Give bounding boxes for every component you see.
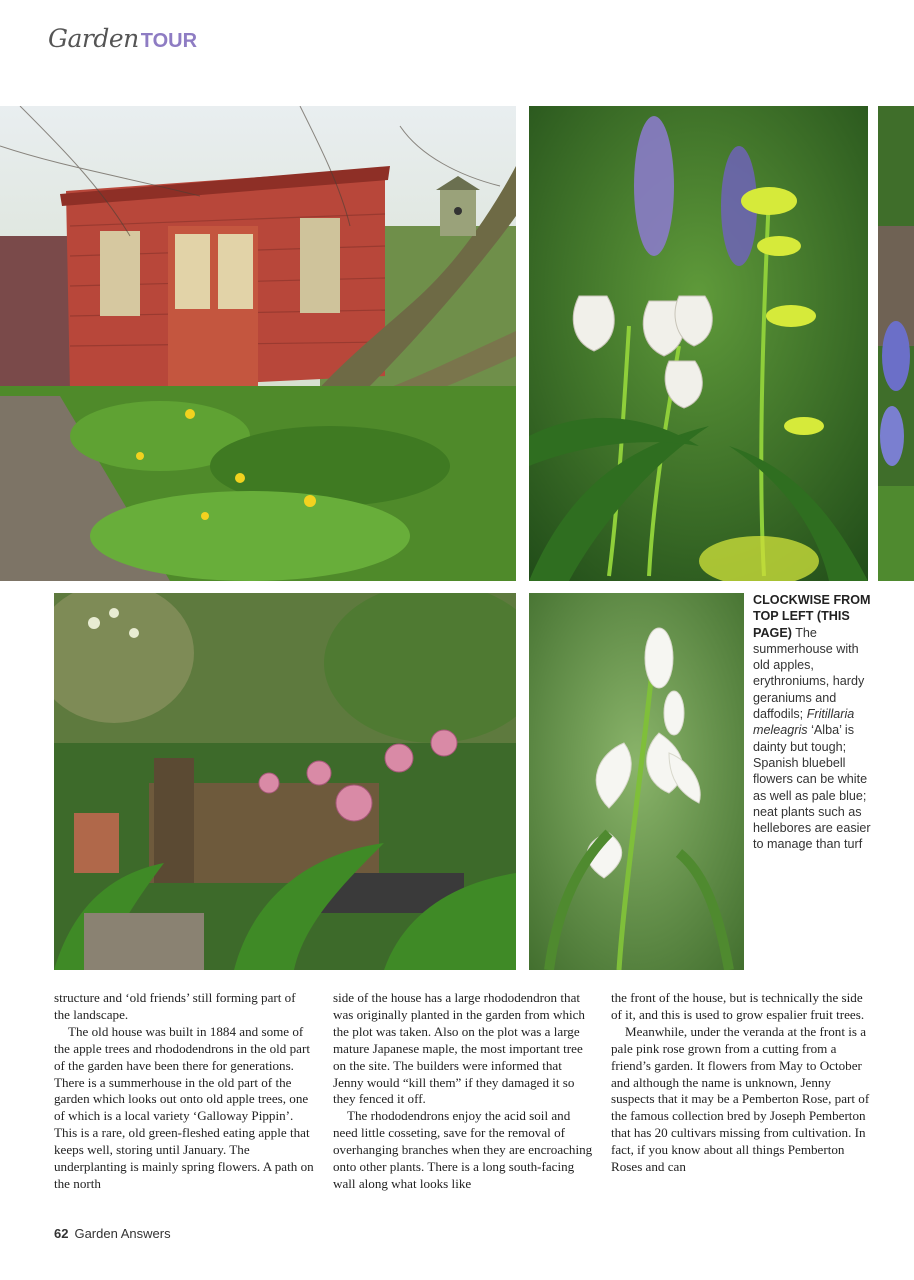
body-column-2 [333,990,593,1193]
paragraph: The rhododendrons enjoy the acid soil and need little cosseting, save for the removal of overhanging branches when they are encroaching onto other plants. There is a long south-facing wall along what looks like [333,1108,593,1191]
caption-text-2: ‘Alba’ is dainty but tough; Spanish bluebell flowers can be white as well as pale blue; neat plants such as hellebores are easier to manage than turf [753,723,871,852]
photo-summerhouse [0,106,516,581]
section-brand [48,24,197,60]
white-bluebell-illustration [529,593,744,970]
photo-strip-bluebells [878,106,914,581]
body-column-1 [54,990,314,1193]
photo-caption [753,592,871,853]
body-column-3 [611,990,871,1176]
caption-italic: Fritillaria meleagris [753,707,855,738]
photo-hellebores [54,593,516,970]
magazine-name: Garden Answers [74,1226,171,1241]
fritillaria-illustration [529,106,868,581]
paragraph: Meanwhile, under the veranda at the front is a pale pink rose grown from a cutting from a friend’s garden. It flowers from May to October and although the name is unknown, Jenny suspects that it may be a Pemberton Rose, part of the famous collection bred by Joseph Pemberton that has 20 cultivars missing from cultivation. In fact, if you know about all things Pemberton Roses and can [611,1023,870,1175]
summerhouse-illustration [0,106,516,581]
page-footer [54,1226,171,1241]
brand-script-text: Garden [48,24,139,53]
hellebores-illustration [54,593,516,970]
bluebell-strip-illustration [878,106,914,581]
paragraph: side of the house has a large rhododendron that was originally planted in the garden from which the plot was taken. Also on the plot was a large mature Japanese maple, the most important tree on the site. The builders were informed that Jenny would “kill them” if they damaged it so they fenced it off. [333,990,585,1107]
photo-white-bluebell [529,593,744,970]
brand-bold-text: TOUR [140,30,198,52]
paragraph: The old house was built in 1884 and some of the apple trees and rhododendrons in the old part of the garden have been there for generations. There is a summerhouse in the old part of the garden which looks out onto old apple trees, one of which is a local variety ‘Galloway Pippin’. This is a rare, old green-fleshed eating apple that keeps well, storing until January. The underplanting is mainly spring flowers. A path on the north [54,1023,314,1191]
paragraph: the front of the house, but is technically the side of it, and this is used to grow espalier fruit trees. [611,990,865,1022]
caption-lead: CLOCKWISE FROM TOP LEFT (THIS PAGE) [753,593,871,640]
caption-text-1: The summerhouse with old apples, erythroniums, hardy geraniums and daffodils; [753,625,865,722]
photo-fritillaria [529,106,868,581]
paragraph: structure and ‘old friends’ still forming part of the landscape. [54,990,296,1022]
page-number: 62 [54,1226,69,1241]
